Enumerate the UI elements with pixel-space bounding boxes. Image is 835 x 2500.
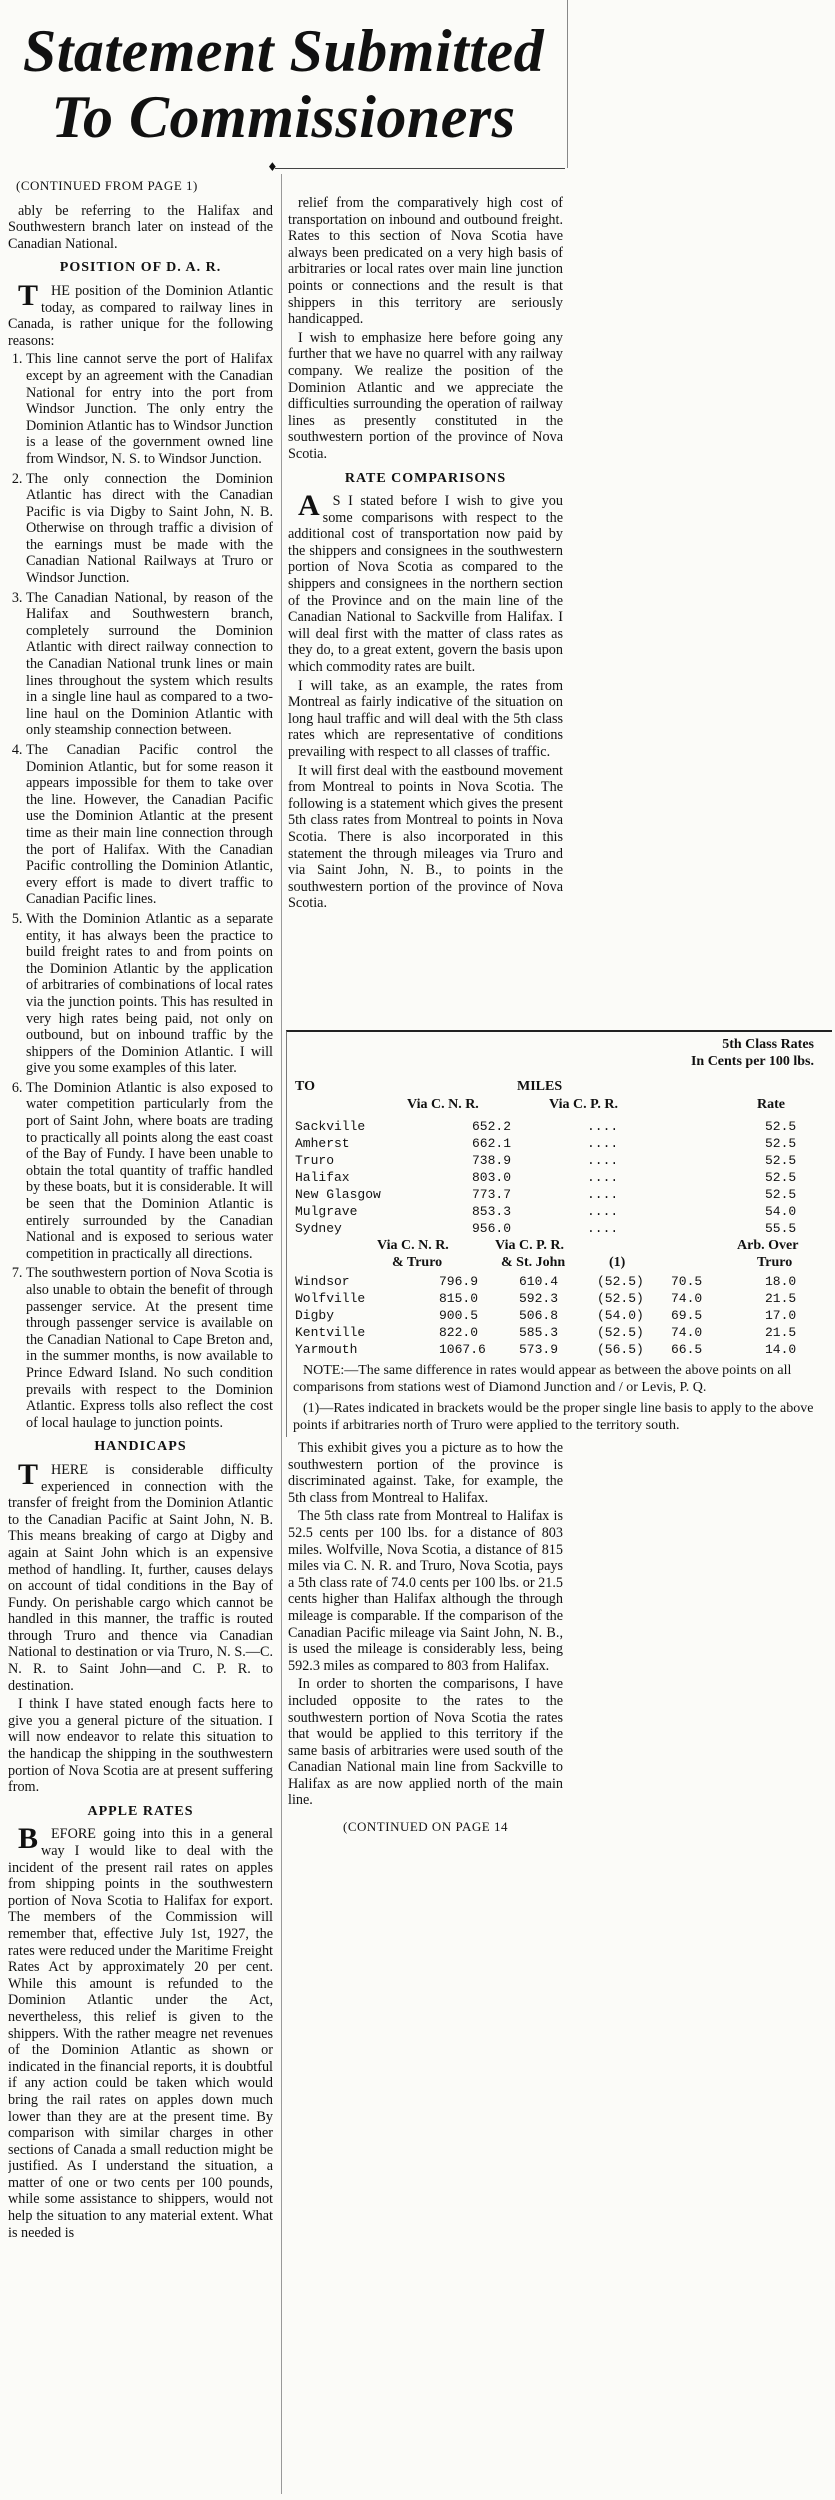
rates-table-body-1 <box>287 1118 832 1237</box>
col2b-paragraph-2: The 5th class rate from Montreal to Halifax is 52.5 cents per 100 lbs. for a distance of 803 miles. Wolfville, Nova Scotia, a distance of 815 miles via C. N. R. and Truro, Nova Scotia, pays a 5th class rate of 74.0 cents per 100 lbs. or 21.5 cents higher than Halifax although the through mileage is comparable. If the comparison of the Canadian Pacific mileage via Saint John, N. B., is used the mileage is considerably less, being 592.3 miles as compared to 803 from Halifax. <box>288 1508 563 1674</box>
table-row <box>287 1135 832 1152</box>
subhead-rate-comparisons: RATE COMPARISONS <box>344 470 507 486</box>
list-item: 1. This line cannot serve the port of Halifax except by an agreement with the Canadian National for entry into the port from Windsor Junction. The only entry the Dominion Atlantic has to Windsor Junction is a lease of the government owned line from Windsor, N. S. to Windsor Junction. <box>26 351 273 467</box>
article-column-2-top <box>288 195 563 1027</box>
subhead-handicaps: HANDICAPS <box>94 1439 187 1455</box>
table-row <box>287 1307 832 1324</box>
list-item: 4. The Canadian Pacific control the Dominion Atlantic, but for some reason it appears impossible for them to take over the line. However, the Canadian Pacific use the Dominion Atlantic at the present time as their main line connection through the port of Halifax. With the Canadian Pacific controlling the Dominion Atlantic, every effort is made to divert traffic to Canadian Pacific lines. <box>26 742 273 908</box>
cell-arbitrary: 21.5 <box>765 1291 797 1306</box>
intro-paragraph: ably be referring to the Halifax and Southwestern branch later on instead of the Canadian National. <box>8 202 273 252</box>
cell-miles-cnr: 738.9 <box>472 1153 512 1168</box>
table-row <box>287 1186 832 1203</box>
cell-rate: 52.5 <box>765 1170 797 1185</box>
col2-head-arb-2: Truro <box>757 1255 793 1270</box>
col-head-rate: Rate <box>757 1097 785 1112</box>
rate-paragraph-2: I will take, as an example, the rates from Montreal as fairly indicative of the situation on long haul traffic and will deal with the 5th class rates which are representative of conditions prevailing with respect to all classes of traffic. <box>288 677 563 760</box>
cell-destination: New Glasgow <box>295 1187 381 1202</box>
cell-arbitrary: 17.0 <box>765 1308 797 1323</box>
cell-arbitrary: 18.0 <box>765 1274 797 1289</box>
cell-destination: Wolfville <box>295 1291 366 1306</box>
continued-on-line: (CONTINUED ON PAGE 14 <box>343 1819 508 1835</box>
table-row <box>287 1341 832 1358</box>
cell-destination: Halifax <box>295 1170 350 1185</box>
cell-bracket-rate: (52.5) <box>597 1291 644 1306</box>
col2-head-1: (1) <box>609 1255 626 1270</box>
col2-paragraph-1: relief from the comparatively high cost of transportation on inbound and outbound freight. Rates to this section of Nova Scotia have always been predicated on a very high basis of arbitraries or local rates over main line junction points or connections and the result is that shippers in this territory are seriously handicapped. <box>288 195 563 328</box>
rates-table-header <box>287 1032 832 1078</box>
cell-miles-cpr-stjohn: 610.4 <box>519 1274 559 1289</box>
col2-head-arb: Arb. Over <box>737 1238 799 1253</box>
table-note-2: (1)—Rates indicated in brackets would be the proper single line basis to apply to the above points if arbitraries north of Truro were applied to the territory south. <box>293 1401 814 1433</box>
subhead-position: POSITION OF D. A. R. <box>59 260 222 276</box>
table-row <box>287 1273 832 1290</box>
col2-head-cpr-2: & St. John <box>501 1255 566 1270</box>
cell-destination: Yarmouth <box>295 1342 358 1357</box>
cell-bracket-rate: (56.5) <box>597 1342 644 1357</box>
cell-miles-cnr: 853.3 <box>472 1204 512 1219</box>
headline-line-1: Statement Submitted <box>22 18 545 84</box>
handicaps-paragraph-2: I think I have stated enough facts here to give you a general picture of the situation. I will now endeavor to relate this situation to the handicap the shipping in the southwestern portion of Nova Scotia are at present suffering from. <box>8 1696 273 1796</box>
cell-miles-cnr: 652.2 <box>472 1119 512 1134</box>
cell-rate: 74.0 <box>671 1325 703 1340</box>
list-item: 3. The Canadian National, by reason of the Halifax and Southwestern branch, completely surround the Dominion Atlantic with direct railway connection to the Canadian National trunk lines or main lines throughout the system which results in a single line haul as compared to a two-line haul on the Dominion Atlantic with only steamship connection between. <box>26 590 273 739</box>
cell-rate: 66.5 <box>671 1342 703 1357</box>
cell-miles-cpr: .... <box>587 1187 619 1202</box>
col-head-miles: MILES <box>517 1079 563 1094</box>
headline <box>0 0 567 150</box>
cell-miles-cnr: 803.0 <box>472 1170 512 1185</box>
col2b-paragraph-1: This exhibit gives you a picture as to how the southwestern portion of the province is discriminated against. Take, for example, the 5th class from Montreal to Halifax. <box>288 1440 563 1506</box>
rate-paragraph-1: AS I stated before I wish to give you some comparisons with respect to the additional cost of transportation now paid by the shippers and consignees in the southwestern portion of Nova Scotia as compared to the shippers and consignees in the northern section of the Province and on the main line of the Canadian National to Sackville from Halifax. I will deal first with the matter of class rates as they do, to a great extent, govern the basis upon which commodity rates are built. <box>288 489 563 676</box>
cell-miles-cpr: .... <box>587 1119 619 1134</box>
col-head-cpr: Via C. P. R. <box>549 1097 618 1112</box>
cell-destination: Sackville <box>295 1119 366 1134</box>
cell-miles-cnr: 662.1 <box>472 1136 512 1151</box>
table-note-1: NOTE:—The same difference in rates would appear as between the above points on all comparisons from stations west of Diamond Junction and / or Levis, P. Q. <box>293 1363 792 1395</box>
list-item: 5. With the Dominion Atlantic as a separate entity, it has always been the practice to build freight rates to and from points on the Dominion Atlantic by the application of arbitraries of combinations of local rates via the junction points. This has resulted in very high rates being paid, not only on outbound, but on inbound traffic by the shippers of the Dominion Atlantic. I will give you some examples of this later. <box>26 911 273 1077</box>
cell-miles-cpr-stjohn: 585.3 <box>519 1325 559 1340</box>
cell-miles-cnr-truro: 1067.6 <box>439 1342 486 1357</box>
list-item: 6. The Dominion Atlantic is also exposed to water competition particularly from the port of Saint John, where boats are trading to practically all points along the east coast of the Bay of Fundy. I have been unable to obtain the total quantity of traffic handled by these boats, but it is considerable. It will be seen that the Dominion Atlantic is entirely surrounded by the Canadian National and is exposed to serious water competition in practically all directions. <box>26 1080 273 1263</box>
rates-table <box>286 1030 832 1437</box>
cell-rate: 70.5 <box>671 1274 703 1289</box>
reasons-list <box>8 351 273 1431</box>
cell-rate: 52.5 <box>765 1187 797 1202</box>
cell-miles-cnr-truro: 796.9 <box>439 1274 479 1289</box>
cell-rate: 69.5 <box>671 1308 703 1323</box>
table-row <box>287 1118 832 1135</box>
cell-miles-cnr-truro: 815.0 <box>439 1291 479 1306</box>
rates-table-body-2 <box>287 1273 832 1358</box>
cell-bracket-rate: (54.0) <box>597 1308 644 1323</box>
cell-miles-cpr: .... <box>587 1136 619 1151</box>
col2-head-cpr: Via C. P. R. <box>495 1238 564 1253</box>
cell-destination: Kentville <box>295 1325 366 1340</box>
cell-destination: Sydney <box>295 1221 342 1236</box>
list-item: 7. The southwestern portion of Nova Scotia is also unable to obtain the benefit of through passenger service. At the present time through passenger service is available on the Canadian National to Cape Breton and, in the summer months, is now available to Prince Edward Island. No such condition prevails with respect to the Dominion Atlantic. Express tolls also reflect the cost of local haulage to junction points. <box>26 1265 273 1431</box>
cell-miles-cpr: .... <box>587 1221 619 1236</box>
rates-table-column-heads-2 <box>287 1237 832 1273</box>
col-head-to: TO <box>295 1079 315 1094</box>
position-paragraph: THE position of the Dominion Atlantic today, as compared to railway lines in Canada, is rather unique for the following reasons: <box>8 278 273 349</box>
cell-destination: Windsor <box>295 1274 350 1289</box>
cell-miles-cpr: .... <box>587 1170 619 1185</box>
subhead-apple-rates: APPLE RATES <box>87 1803 194 1819</box>
table-row <box>287 1152 832 1169</box>
table-row <box>287 1324 832 1341</box>
col2-head-cnr: Via C. N. R. <box>377 1238 449 1253</box>
cell-destination: Amherst <box>295 1136 350 1151</box>
rate-heading-line-1: 5th Class Rates <box>722 1037 814 1052</box>
cell-miles-cpr: .... <box>587 1204 619 1219</box>
table-row <box>287 1169 832 1186</box>
cell-destination: Digby <box>295 1308 335 1323</box>
handicaps-paragraph-1: THERE is considerable difficulty experienced in connection with the transfer of freight from the Dominion Atlantic to the Canadian Pacific at Saint John, N. B. This means breaking of cargo at Digby and again at Saint John which is an expensive method of handling. It, further, causes delays on account of tidal conditions in the Bay of Fundy. On perishable cargo which cannot be handled in this manner, the traffic is routed through Truro and thence via Canadian National to destination or via Truro, N. S.—C. N. R. to Saint John—and C. P. R. to destination. <box>8 1457 273 1694</box>
cell-miles-cpr-stjohn: 506.8 <box>519 1308 559 1323</box>
rate-heading-line-2: In Cents per 100 lbs. <box>690 1054 814 1069</box>
cell-rate: 74.0 <box>671 1291 703 1306</box>
table-row <box>287 1290 832 1307</box>
rate-paragraph-3: It will first deal with the eastbound movement from Montreal to points in Nova Scotia. The following is a statement which gives the present 5th class rates from Montreal to points in Nova Scotia. There is also incorporated in this statement the through mileages via Truro and via Saint John, N. B., to points in the southwestern portion of the province of Nova Scotia. <box>288 762 563 912</box>
cell-miles-cpr-stjohn: 573.9 <box>519 1342 559 1357</box>
apple-rates-paragraph: BEFORE going into this in a general way I would like to deal with the incident of the present rail rates on apples from shipping points in the southwestern portion of Nova Scotia to Halifax for export. The members of the Commission will remember that, effective July 1st, 1927, the rates were reduced under the Maritime Freight Rates Act by approximately 20 per cent. While this amount is refunded to the Dominion Atlantic under the Act, nevertheless, this relief is given to the shippers. With the rather meagre net revenues of the Dominion Atlantic as shown or indicated in the financial reports, it is doubtful if any action could be taken which would bring the rail rates on apples down much lower than they are at the present time. By comparison with similar charges in other sections of Canada a small reduction might be justified. As I understand the situation, a matter of one or two cents per 100 pounds, while some assistance to shippers, would not help the situation to any material extent. What is needed is <box>8 1822 273 2241</box>
cell-rate: 52.5 <box>765 1119 797 1134</box>
cell-bracket-rate: (52.5) <box>597 1274 644 1289</box>
cell-rate: 52.5 <box>765 1153 797 1168</box>
list-item: 2. The only connection the Dominion Atlantic has direct with the Canadian Pacific is via Digby to Saint John, N. B. Otherwise on through traffic a division of the earnings must be made with the Canadian National Railways at Truro or Windsor Junction. <box>26 471 273 587</box>
continued-from-line: (CONTINUED FROM PAGE 1) <box>16 178 198 193</box>
cell-rate: 54.0 <box>765 1204 797 1219</box>
cell-rate: 52.5 <box>765 1136 797 1151</box>
cell-miles-cnr-truro: 822.0 <box>439 1325 479 1340</box>
cell-miles-cpr: .... <box>587 1153 619 1168</box>
cell-destination: Mulgrave <box>295 1204 358 1219</box>
col2-head-cnr-2: & Truro <box>392 1255 443 1270</box>
cell-bracket-rate: (52.5) <box>597 1325 644 1340</box>
headline-line-2: To Commissioners <box>51 84 516 150</box>
cell-arbitrary: 14.0 <box>765 1342 797 1357</box>
table-row <box>287 1203 832 1220</box>
cell-rate: 55.5 <box>765 1221 797 1236</box>
rates-table-column-heads <box>287 1078 832 1118</box>
cell-arbitrary: 21.5 <box>765 1325 797 1340</box>
col-head-cnr: Via C. N. R. <box>407 1097 479 1112</box>
table-row <box>287 1220 832 1237</box>
article-column-2-bottom <box>288 1440 563 1835</box>
cell-miles-cnr-truro: 900.5 <box>439 1308 479 1323</box>
cell-miles-cpr-stjohn: 592.3 <box>519 1291 559 1306</box>
column-rule-with-star <box>275 168 565 173</box>
cell-destination: Truro <box>295 1153 335 1168</box>
cell-miles-cnr: 956.0 <box>472 1221 512 1236</box>
cell-miles-cnr: 773.7 <box>472 1187 512 1202</box>
rate-heading <box>691 1036 814 1070</box>
article-column-1 <box>8 174 282 2494</box>
col2-paragraph-2: I wish to emphasize here before going any further that we have no quarrel with any railway company. We realize the position of the Dominion Atlantic and we appreciate the difficulties surrounding the operation of railway lines as presently constituted in the southwestern portion of the province of Nova Scotia. <box>288 329 563 462</box>
headline-box <box>0 0 568 168</box>
col2b-paragraph-3: In order to shorten the comparisons, I have included opposite to the rates to the southwestern portion of Nova Scotia the rates that would be applied to this territory if the same basis of arbitraries were used south of the Canadian National main line from Sackville to Halifax as are now applied north of the main line. <box>288 1676 563 1809</box>
